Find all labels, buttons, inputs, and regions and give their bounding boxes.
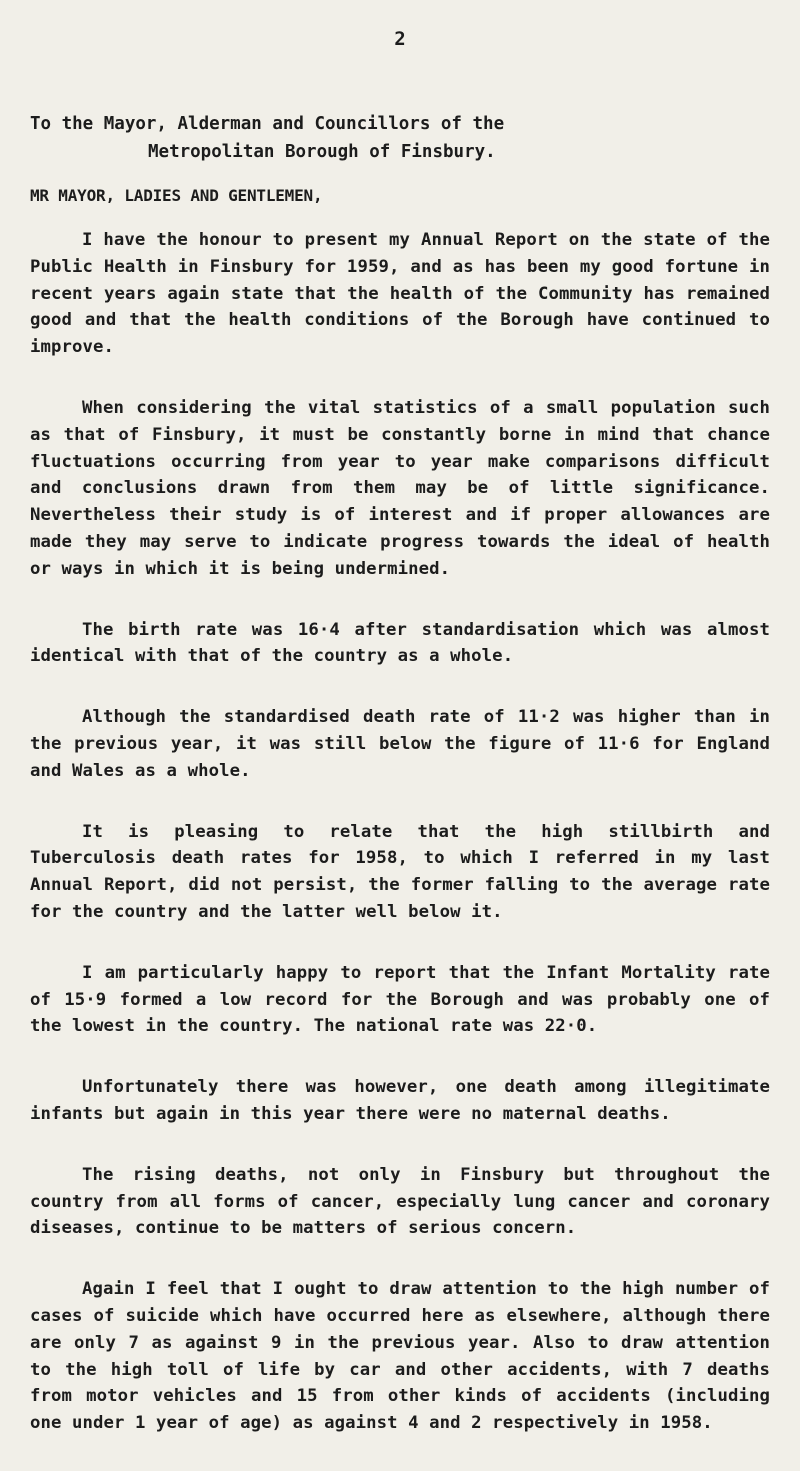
paragraph: Again I feel that I ought to draw attention to the high number of cases of suicide which have occurred here as elsewhere, although there are only 7 as against 9 in the previous year. Also to draw attention to the high toll of life by car and other accidents, with 7 deaths from motor vehicles and 15 from other kinds of accidents (including one under 1 year of age) as against 4 and 2 respectively in 1958. (30, 1279, 770, 1434)
paragraph: It is pleasing to relate that the high stillbirth and Tuberculosis death rates for 1958, to which I referred in my last Annual Report, did not persist, the former falling to the average rate for the country and the latter well below it. (30, 821, 770, 922)
paragraph: The birth rate was 16·4 after standardisation which was almost identical with that of the country as a whole. (30, 619, 770, 667)
address-block (30, 110, 504, 166)
address-line-2: Metropolitan Borough of Finsbury. (148, 142, 496, 162)
paragraph: Unfortunately there was however, one death among illegitimate infants but again in this year there were no maternal deaths. (30, 1077, 770, 1124)
paragraph: When considering the vital statistics of a small population such as that of Finsbury, it must be constantly borne in mind that chance fluctuations occurring from year to year make comparisons difficult and conclusions drawn from them may be of little significance. Nevertheless their study is of interest and if proper allowances are made they may serve to indicate progress towards the ideal of health or ways in which it is being undermined. (30, 397, 770, 579)
report-body (30, 227, 770, 1471)
paragraph: I am particularly happy to report that the Infant Mortality rate of 15·9 formed a low record for the Borough and was probably one of the lowest in the country. The national rate was 22·0. (30, 962, 770, 1037)
paragraph: The rising deaths, not only in Finsbury but throughout the country from all forms of cancer, especially lung cancer and coronary diseases, continue to be matters of serious concern. (30, 1164, 770, 1239)
paragraph: Although the standardised death rate of 11·2 was higher than in the previous year, it was still below the figure of 11·6 for England and Wales as a whole. (30, 707, 770, 781)
page-number: 2 (394, 28, 406, 50)
salutation: MR MAYOR, LADIES AND GENTLEMEN, (30, 186, 323, 205)
address-line-1: To the Mayor, Alderman and Councillors of the (30, 114, 505, 134)
paragraph: I have the honour to present my Annual Report on the state of the Public Health in Finsbury for 1959, and as has been my good fortune in recent years again state that the health of the Community has remained good and that the health conditions of the Borough have continued to improve. (30, 230, 770, 358)
